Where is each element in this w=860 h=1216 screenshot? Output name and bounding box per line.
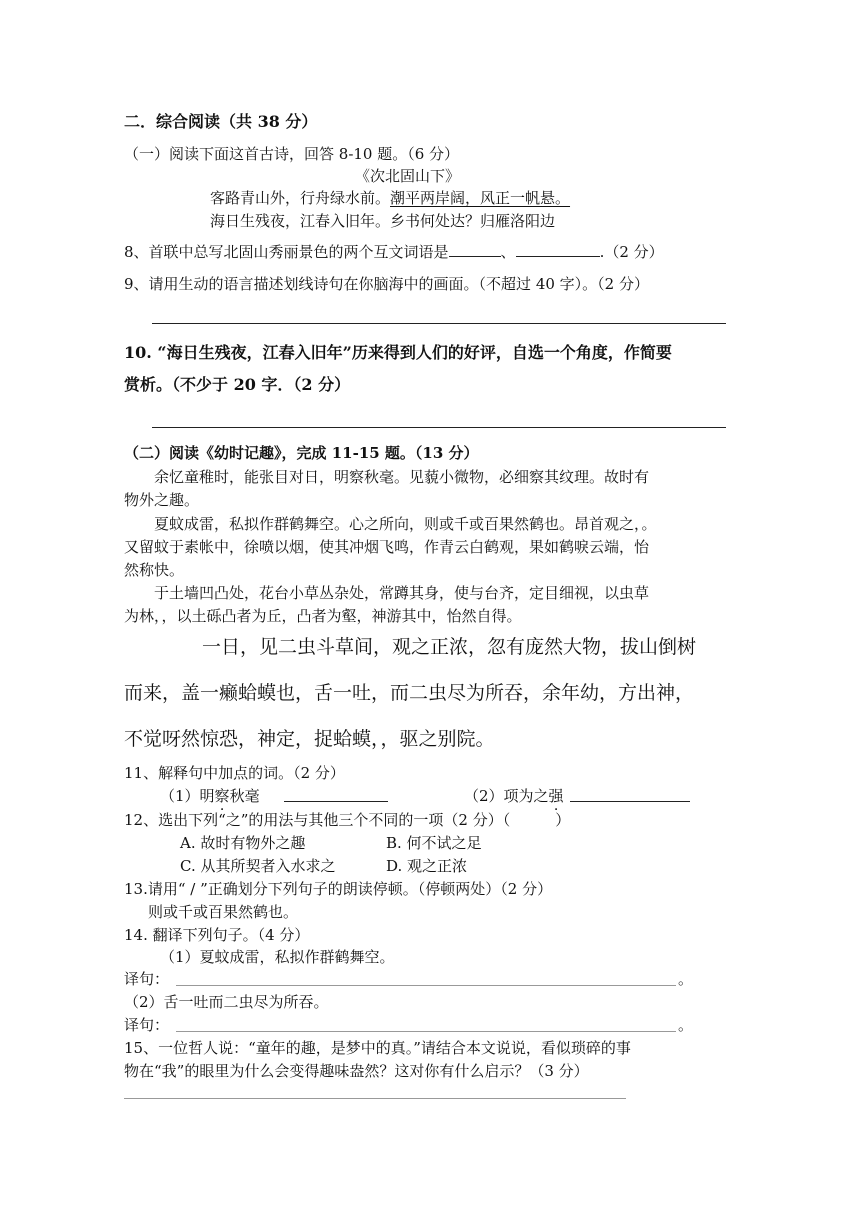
question-11-1-post: 秋毫 [229,787,260,805]
dotted-char-qiang: 强 [548,787,564,805]
question-11-1 [160,786,260,806]
question-8-sep: 、 [500,243,516,261]
part2-heading: （二）阅读《幼时记趣》，完成 11-15 题。（13 分） [124,444,479,462]
question-12: 12、选出下列“之”的用法与其他三个不同的一项（2 分）（ ） [124,811,571,829]
option-c[interactable]: C. 从其所契者入水求之 [180,857,336,875]
question-11-1-pre: （1）明 [160,787,215,805]
translate-period-2: 。 [678,1016,694,1034]
poem-line-1-a: 客路青山外，行舟绿水前。 [210,189,391,207]
question-11-2-pre: （2）项为之 [464,787,549,805]
answer-blank-8a[interactable] [449,240,501,257]
answer-line-10[interactable] [152,427,726,428]
answer-line-9[interactable] [152,323,726,324]
question-14-1: （1）夏蚊成雷，私拟作群鹤舞空。 [160,948,395,966]
passage-p2-line-3: 然称快。 [124,561,185,579]
poem-line-1-underlined: 潮平两岸阔，风正一帆悬。 [390,189,571,207]
question-15-line-2: 物在“我”的眼里为什么会变得趣味盎然？这对你有什么启示？（3 分） [124,1062,589,1080]
question-11: 11、解释句中加点的词。（2 分） [124,764,345,782]
translate-line-1[interactable] [176,985,676,986]
poem-line-2: 海日生残夜，江春入旧年。乡书何处达？归雁洛阳边 [210,212,556,230]
option-d[interactable]: D. 观之正浓 [386,857,468,875]
passage-p2-line-2: 又留蚊于素帐中，徐喷以烟，使其冲烟飞鸣，作青云白鹤观，果如鹤唳云端，怡 [124,538,650,556]
poem-title: 《次北固山下》 [355,167,461,185]
question-13: 13.请用“ / ”正确划分下列句子的朗读停顿。（停顿两处）（2 分） [124,880,553,898]
question-15-line-1: 15、一位哲人说：“童年的趣，是梦中的真。”请结合本文说说，看似琐碎的事 [124,1039,631,1057]
passage-p4-line-3: 不觉呀然惊恐，神定，捉蛤蟆，，驱之别院。 [124,728,495,750]
question-8-text: 8、首联中总写北固山秀丽景色的两个互文词语是 [124,243,449,261]
passage-p1-line-2: 物外之趣。 [124,491,200,509]
question-14-2: （2）舌一吐而二虫尽为所吞。 [124,993,329,1011]
option-b[interactable]: B. 何不试之足 [386,834,482,852]
question-10-line-1: 10. “海日生残夜，江春入旧年”历来得到人们的好评，自选一个角度，作简要 [124,343,672,362]
question-10-line-2: 赏析。（不少于 20 字．（2 分） [124,375,351,394]
question-13-sentence: 则或千或百果然鹤也。 [148,903,299,921]
question-11-2 [464,786,564,806]
passage-p4-line-1: 一日，见二虫斗草间，观之正浓，忽有庞然大物，拔山倒树 [202,636,697,658]
translate-period-1: 。 [678,970,694,988]
question-8-score: .（2 分） [599,243,664,261]
passage-p4-line-2: 而来，盖一癞蛤蟆也，舌一吐，而二虫尽为所吞，余年幼，方出神， [124,682,695,704]
answer-blank-11-1[interactable] [284,801,388,802]
part1-heading: （一）阅读下面这首古诗，回答 8-10 题。（6 分） [124,145,460,163]
question-14: 14. 翻译下列句子。（4 分） [124,926,310,944]
poem-line-1 [210,188,570,208]
passage-p3-line-1: 于土墙凹凸处，花台小草丛杂处，常蹲其身，使与台齐，定目细视，以虫草 [154,584,650,602]
translate-label-1: 译句： [124,970,170,988]
answer-blank-8b[interactable] [516,240,600,257]
translate-line-2[interactable] [176,1031,676,1032]
dotted-char-cha: 察 [214,787,230,805]
option-a[interactable]: A. 故时有物外之趣 [180,834,306,852]
passage-p3-line-2: 为林，，以土砾凸者为丘，凸者为壑，神游其中，怡然自得。 [124,607,522,625]
question-9: 9、请用生动的语言描述划线诗句在你脑海中的画面。（不超过 40 字）。（2 分） [124,275,649,293]
answer-line-15[interactable] [124,1098,626,1099]
translate-label-2: 译句： [124,1016,170,1034]
question-8 [124,240,664,262]
answer-blank-11-2[interactable] [570,801,690,802]
section-title: 二．综合阅读（共 38 分） [124,112,318,131]
passage-p1-line-1: 余忆童稚时，能张目对日，明察秋毫。见藐小微物，必细察其纹理。故时有 [154,468,650,486]
passage-p2-line-1: 夏蚊成雷，私拟作群鹤舞空。心之所向，则或千或百果然鹤也。昂首观之，。 [154,515,657,533]
